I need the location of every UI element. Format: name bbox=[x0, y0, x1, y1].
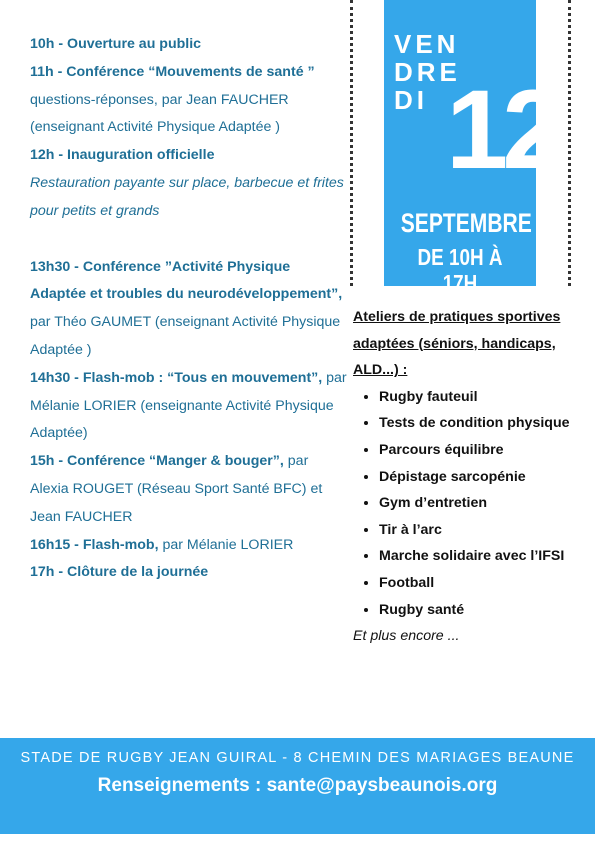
schedule-cloture bbox=[30, 559, 348, 587]
dotted-divider-left bbox=[350, 0, 353, 286]
month-label: SEPTEMBRE bbox=[400, 208, 532, 238]
weekday-line-3: DI bbox=[394, 85, 428, 115]
schedule-conference-2 bbox=[30, 254, 348, 365]
footer-banner bbox=[0, 738, 595, 834]
atelier-item: • Marche solidaire avec l’IFSI bbox=[379, 543, 583, 570]
contact-info: Renseignements : sante@paysbeaunois.org bbox=[97, 775, 498, 796]
schedule-flashmob-1 bbox=[30, 365, 348, 448]
schedule-conference-1 bbox=[30, 59, 348, 142]
spacer bbox=[30, 226, 348, 254]
hours-label: DE 10H À 17H bbox=[417, 244, 503, 296]
atelier-item: • Tests de condition physique bbox=[379, 410, 583, 437]
atelier-item: • Parcours équilibre bbox=[379, 437, 583, 464]
atelier-item: • Gym d’entretien bbox=[379, 490, 583, 517]
ateliers-more: Et plus encore ... bbox=[353, 628, 460, 645]
conference-1-text: questions-réponses, par Jean FAUCHER (enseignant Activité Physique Adaptée ) bbox=[30, 91, 289, 136]
dotted-divider-right bbox=[568, 0, 571, 286]
conference-3-text: par Alexia ROUGET (Réseau Sport Santé BFC) et Jean FAUCHER bbox=[30, 453, 323, 525]
schedule-ouverture bbox=[30, 31, 348, 59]
atelier-item: • Rugby fauteuil bbox=[379, 384, 583, 411]
program-schedule bbox=[30, 31, 348, 587]
conference-2-text: par Théo GAUMET (enseignant Activité Physique Adaptée ) bbox=[30, 314, 341, 358]
atelier-item: • Dépistage sarcopénie bbox=[379, 464, 583, 491]
conference-1-title: 11h - Conférence “Mouvements de santé ” bbox=[30, 63, 315, 80]
atelier-item: • Tir à l’arc bbox=[379, 517, 583, 544]
conference-3-title: 15h - Conférence “Manger & bouger”, bbox=[30, 453, 284, 470]
atelier-item: • Football bbox=[379, 570, 583, 597]
flashmob-1-text: par Mélanie LORIER (enseignante Activité Physique Adaptée) bbox=[30, 369, 347, 442]
flashmob-2-text: par Mélanie LORIER bbox=[158, 536, 294, 553]
inauguration-title: 12h - Inauguration officielle bbox=[30, 147, 215, 164]
day-number: 12 bbox=[446, 67, 559, 192]
flashmob-1-title: 14h30 - Flash-mob : “Tous en mouvement”, bbox=[30, 369, 323, 386]
date-banner bbox=[384, 0, 559, 296]
flashmob-2-title: 16h15 - Flash-mob, bbox=[30, 536, 159, 553]
weekday-line-2: DRE bbox=[394, 57, 461, 87]
ateliers-title: Ateliers de pratiques sportives adaptées (séniors, handicaps, ALD...) : bbox=[353, 309, 561, 379]
restauration-note: Restauration payante sur place, barbecue et frites pour petits et grands bbox=[30, 174, 344, 219]
ateliers-section bbox=[353, 304, 583, 650]
schedule-ouverture-title: 10h - Ouverture au public bbox=[30, 36, 202, 52]
cloture-title: 17h - Clôture de la journée bbox=[30, 564, 209, 581]
venue-address: STADE DE RUGBY JEAN GUIRAL - 8 CHEMIN DES MARIAGES BEAUNE bbox=[20, 750, 575, 766]
schedule-conference-3 bbox=[30, 448, 348, 531]
atelier-item: • Rugby santé bbox=[379, 597, 583, 624]
schedule-flashmob-2 bbox=[30, 532, 348, 560]
schedule-inauguration bbox=[30, 142, 348, 170]
ateliers-list bbox=[353, 384, 583, 623]
conference-2-title: 13h30 - Conférence ”Activité Physique Adaptée et troubles du neurodéveloppement”, bbox=[30, 258, 343, 303]
weekday-line-1: VEN bbox=[394, 29, 460, 59]
